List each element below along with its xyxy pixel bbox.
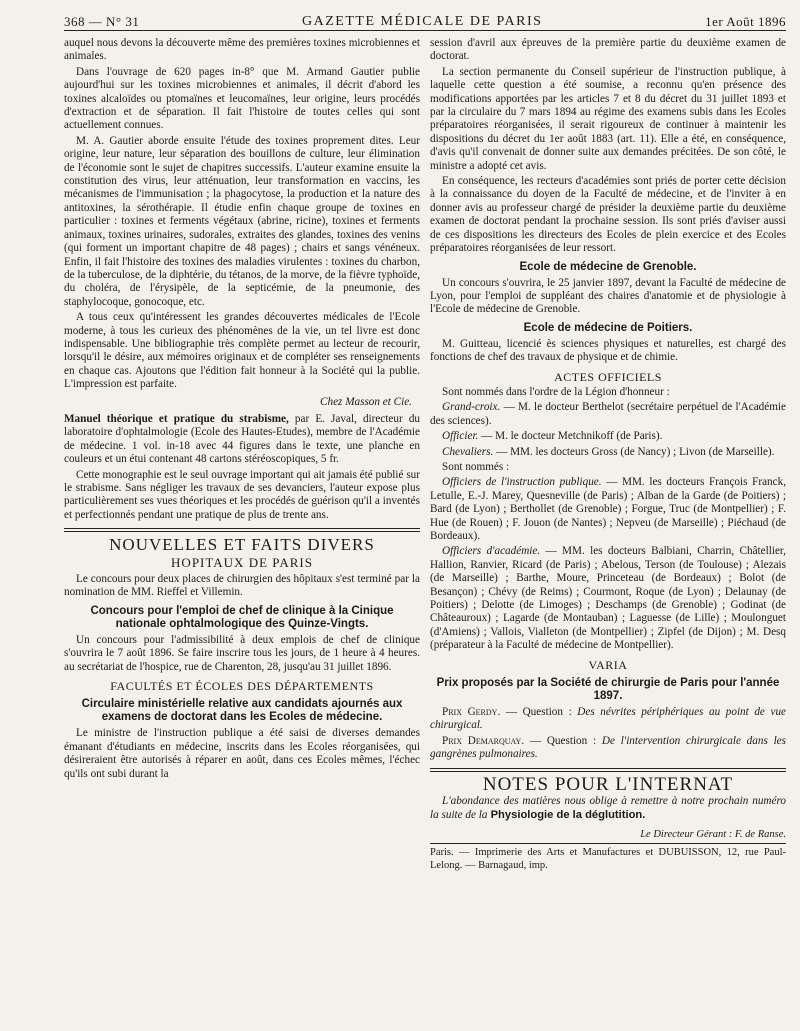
paragraph: M. Guitteau, licencié ès sciences physiques et naturelles, est chargé des fonctions de chef des travaux de physique et de chimie. xyxy=(430,337,786,364)
paragraph: Sont nommés : xyxy=(442,460,510,473)
director-signature: Le Directeur Gérant : F. de Ranse. xyxy=(640,828,786,840)
paragraph: Un concours s'ouvrira, le 25 janvier 1897, devant la Faculté de médecine de Lyon, pour l'emploi de suppléant des chaires d'anatomie et de physiologie à l'Ecole de médecine de Grenoble. xyxy=(430,276,786,316)
journal-title: GAZETTE MÉDICALE DE PARIS xyxy=(302,14,543,29)
left-column xyxy=(64,37,420,874)
honor-entry xyxy=(430,446,786,459)
notes-topic: Physiologie de la déglutition. xyxy=(487,808,646,821)
paragraph: La section permanente du Conseil supérieur de l'instruction publique, à laquelle cette question a été soumise, a reconnu qu'en présence des modifications apportées par les articles 7 et 8 du décret du 31 juillet 1893 et par la circulaire du 7 mars 1894 au régime des examens subis dans les Ecoles préparatoires réorganisées, il serait rigoureux de continuer à maintenir les dispositions du décret du 1er août 1883 (art. 11). Elle a été, en conséquence, d'avis qu'il convenait de donner suite aux demandes précitées. De son côté, le ministre a adopté cet avis. xyxy=(430,65,786,172)
section-title-varia: VARIA xyxy=(588,657,628,672)
paragraph: Dans l'ouvrage de 620 pages in-8° que M. Armand Gautier publie aujourd'hui sur les toxines microbiennes et animales, il décrit d'abord les toxines alcaloïdes ou ptomaïnes et leucomaïnes, leur origine, leurs procédés d'extraction et de séparation. Il fait l'histoire de toutes celles qui sont actuellement connues. xyxy=(64,65,420,132)
book-title: Manuel théorique et pratique du strabisme, xyxy=(64,412,289,425)
section-title-notes: NOTES POUR L'INTERNAT xyxy=(482,773,734,795)
book-details: par E. Javal, directeur du laboratoire d'ophtalmologie (Ecole des Hautes-Etudes), membre de l'Académie de médecine. 1 vol. in-18 avec 44 figures dans le texte, une planche en couleurs et un étui contenant 48 cartons stéréoscopiques, 5 fr. xyxy=(64,412,421,466)
paragraph: M. A. Gautier aborde ensuite l'étude des toxines proprement dites. Leur origine, leur nature, leur séparation des bouillons de culture, leur élimination de l'économie sont le sujet de chapitres successifs. L'auteur examine ensuite la constitution des virus, leur atténuation, leur transformation en vaccins, les mécanismes de l'immunisation ; la phagocytose, la production et la nature des antitoxines, la sérothérapie. Il étudie enfin chaque groupe de toxines en particulier : toxines et ferments végétaux (abrine, ricine), toxines et ferments animaux, toxines urinaires, sudorales, extraites des glandes, toxines des venins (qui forment un important chapitre de 48 pages) ; chairs et sangs vénéneux. Enfin, il fait l'histoire des toxines des maladies virulentes : toxines du charbon, de la tuberculose, de la diphtérie, du tétanos, de la morve, de la fièvre typhoïde, du choléra, de l'érysipèle, de la septicémie, de la pneumonie, des staphylocoque, gonocoque, etc. xyxy=(64,134,420,308)
heading-grenoble: Ecole de médecine de Grenoble. xyxy=(519,260,697,273)
double-rule xyxy=(430,768,786,772)
honor-label: Officier. xyxy=(442,430,479,443)
section-title-facultes: FACULTÉS ET ÉCOLES DES DÉPARTEMENTS xyxy=(110,679,374,694)
paragraph: Le ministre de l'instruction publique a été saisi de diverses demandes émanant d'étudiants en médecine, inscrits dans les Ecoles réorganisées, qui désireraient être autorisés à réparer en août, dans ces Ecoles mêmes, l'échec qu'ils ont subi durant la xyxy=(64,727,420,780)
honor-label: Grand-croix. xyxy=(442,401,501,414)
prize-text: — Question : xyxy=(524,734,602,747)
honor-text: — MM. les docteurs Gross (de Nancy) ; Livon (de Marseille). xyxy=(493,445,775,458)
columns xyxy=(64,37,786,874)
right-column xyxy=(430,37,786,874)
honor-text: — MM. les docteurs Balbiani, Charrin, Châtellier, Hallion, Ranvier, Ricard (de Paris) ; Abelous, Terson (de Toulouse) ; Alezais (de Marseille) ; Barthe, Moure, Princeteau (de Bordeaux) ; Bolot (de Besançon) ; Chévy (de Reims) ; Courmont, Roque (de Lyon) ; Delaunay (de Poitiers) ; Delotte (de Limoges) ; Deschamps (de Grenoble) ; Godinat (de Châteauroux) ; Lagarde (de Montauban) ; Laguesse (de Lille) ; Moulonguet (d'Amiens) ; Vallois, Vialleton (de Montpellier) ; Zipfel (de Dijon) ; M. Desq (préparateur à la Faculté de médecine de Montpellier). xyxy=(430,545,786,652)
prize-text: — Question : xyxy=(500,706,578,719)
honor-entry xyxy=(430,401,786,428)
book-entry xyxy=(64,413,420,467)
prize-label: Prix Gerdy. xyxy=(442,706,501,719)
honor-label: Chevaliers. xyxy=(442,445,494,458)
prize-question: Des névrites périphériques au point de vue chirurgical. xyxy=(430,706,787,732)
honor-entry xyxy=(430,430,786,443)
section-title-nouvelles: NOUVELLES ET FAITS DIVERS xyxy=(109,535,375,555)
paragraph: session d'avril aux épreuves de la première partie du deuxième examen de doctorat. xyxy=(430,37,786,63)
heading-circulaire: Circulaire ministérielle relative aux candidats ajournés aux examens de doctorat dans les Ecoles de médecine. xyxy=(81,698,403,724)
heading-poitiers: Ecole de médecine de Poitiers. xyxy=(523,321,693,334)
heading-prix: Prix proposés par la Société de chirurgie de Paris pour l'année 1897. xyxy=(436,677,780,703)
honor-text: — MM. les docteurs François Franck, Letulle, E.-J. Marey, Quesneville (de Paris) ; Alban de la Garde (de Poitiers) ; Bard (de Lyon) ; Berthollet (de Grenoble) ; Forgue, Truc (de Montpellier) ; F. Hue (de Rouen) ; F. Jouon (de Nantes) ; Nepveu (de Marseille) ; Piéchaud (de Bordeaux). xyxy=(430,476,786,542)
paragraph: Le concours pour deux places de chirurgien des hôpitaux s'est terminé par la nomination de MM. Rieffel et Villemin. xyxy=(64,573,420,599)
printer-imprint: Paris. — Imprimerie des Arts et Manufactures et DUBUISSON, 12, rue Paul-Lelong. — Barnagaud, imp. xyxy=(430,843,786,872)
notes-paragraph xyxy=(430,795,786,822)
prize-question: De l'intervention chirurgicale dans les gangrènes pulmonaires. xyxy=(430,734,786,761)
notes-text: L'abondance des matières nous oblige à remettre à notre prochain numéro la suite de la xyxy=(430,795,786,821)
paragraph: Sont nommés dans l'ordre de la Légion d'honneur : xyxy=(442,385,670,398)
honor-label: Officiers d'académie. xyxy=(442,545,541,558)
honor-text: — M. le docteur Berthelot (secrétaire perpétuel de l'Académie des sciences). xyxy=(430,401,786,427)
paragraph: Cette monographie est le seul ouvrage important qui ait jamais été publié sur le strabisme. Sans négliger les travaux de ses devanciers, l'auteur expose plus particulièrement ses vues théoriques et les procédés de guérison qu'il a inventés et perfectionnés pendant une pratique de plus de trente ans. xyxy=(64,468,420,521)
prize-entry xyxy=(430,735,786,762)
page-header xyxy=(64,6,786,31)
section-title-actes: ACTES OFFICIELS xyxy=(554,369,662,384)
paragraph: En conséquence, les recteurs d'académies sont priés de porter cette décision à la connaissance du doyen de la Faculté de médecine, et de l'inviter à en donner avis au professeur chargé de présider la deuxième partie du deuxième examen de doctorat pendant la prochaine session. Ils sont priés d'aviser aussi de ces dispositions les directeurs des Ecoles de plein exercice et des Ecoles préparatoires réorganisées de leur ressort. xyxy=(430,175,786,255)
double-rule xyxy=(64,528,420,532)
publisher-signature: Chez Masson et Cie. xyxy=(320,395,412,408)
heading-concours: Concours pour l'emploi de chef de clinique à la Cinique nationale ophtalmologique des Quinze-Vingts. xyxy=(90,604,394,630)
paragraph: auquel nous devons la découverte même des premières toxines microbiennes et animales. xyxy=(64,37,420,63)
paragraph: A tous ceux qu'intéressent les grandes découvertes médicales de l'Ecole moderne, à tous les curieux des phénomènes de la vie, un tel livre est donc indispensable. Une bibliographie très complète permet au lecteur de recourir, lorsqu'il le désire, aux mémoires originaux et de compléter ses renseignements en chaque cas. Ajoutons que l'édition fait honneur à la Société qui la publie. L'impression est parfaite. xyxy=(64,311,420,391)
section-title-hopitaux: HOPITAUX DE PARIS xyxy=(171,554,313,570)
honor-entry xyxy=(430,545,786,652)
page-number: 368 — N° 31 xyxy=(64,14,140,29)
honor-entry xyxy=(430,476,786,543)
prize-entry xyxy=(430,706,786,733)
honor-label: Officiers de l'instruction publique. xyxy=(442,476,602,489)
prize-label: Prix Demarquay. xyxy=(442,734,525,747)
issue-date: 1er Août 1896 xyxy=(705,14,786,29)
paragraph: Un concours pour l'admissibilité à deux emplois de chef de clinique s'ouvrira le 7 août 1896. Se faire inscrire tous les jours, de 1 heure à 4 heures. au secrétariat de l'hospice, rue de Charenton, 28, jusqu'au 31 juillet 1896. xyxy=(64,633,420,673)
honor-text: — M. le docteur Metchnikoff (de Paris). xyxy=(478,430,663,443)
